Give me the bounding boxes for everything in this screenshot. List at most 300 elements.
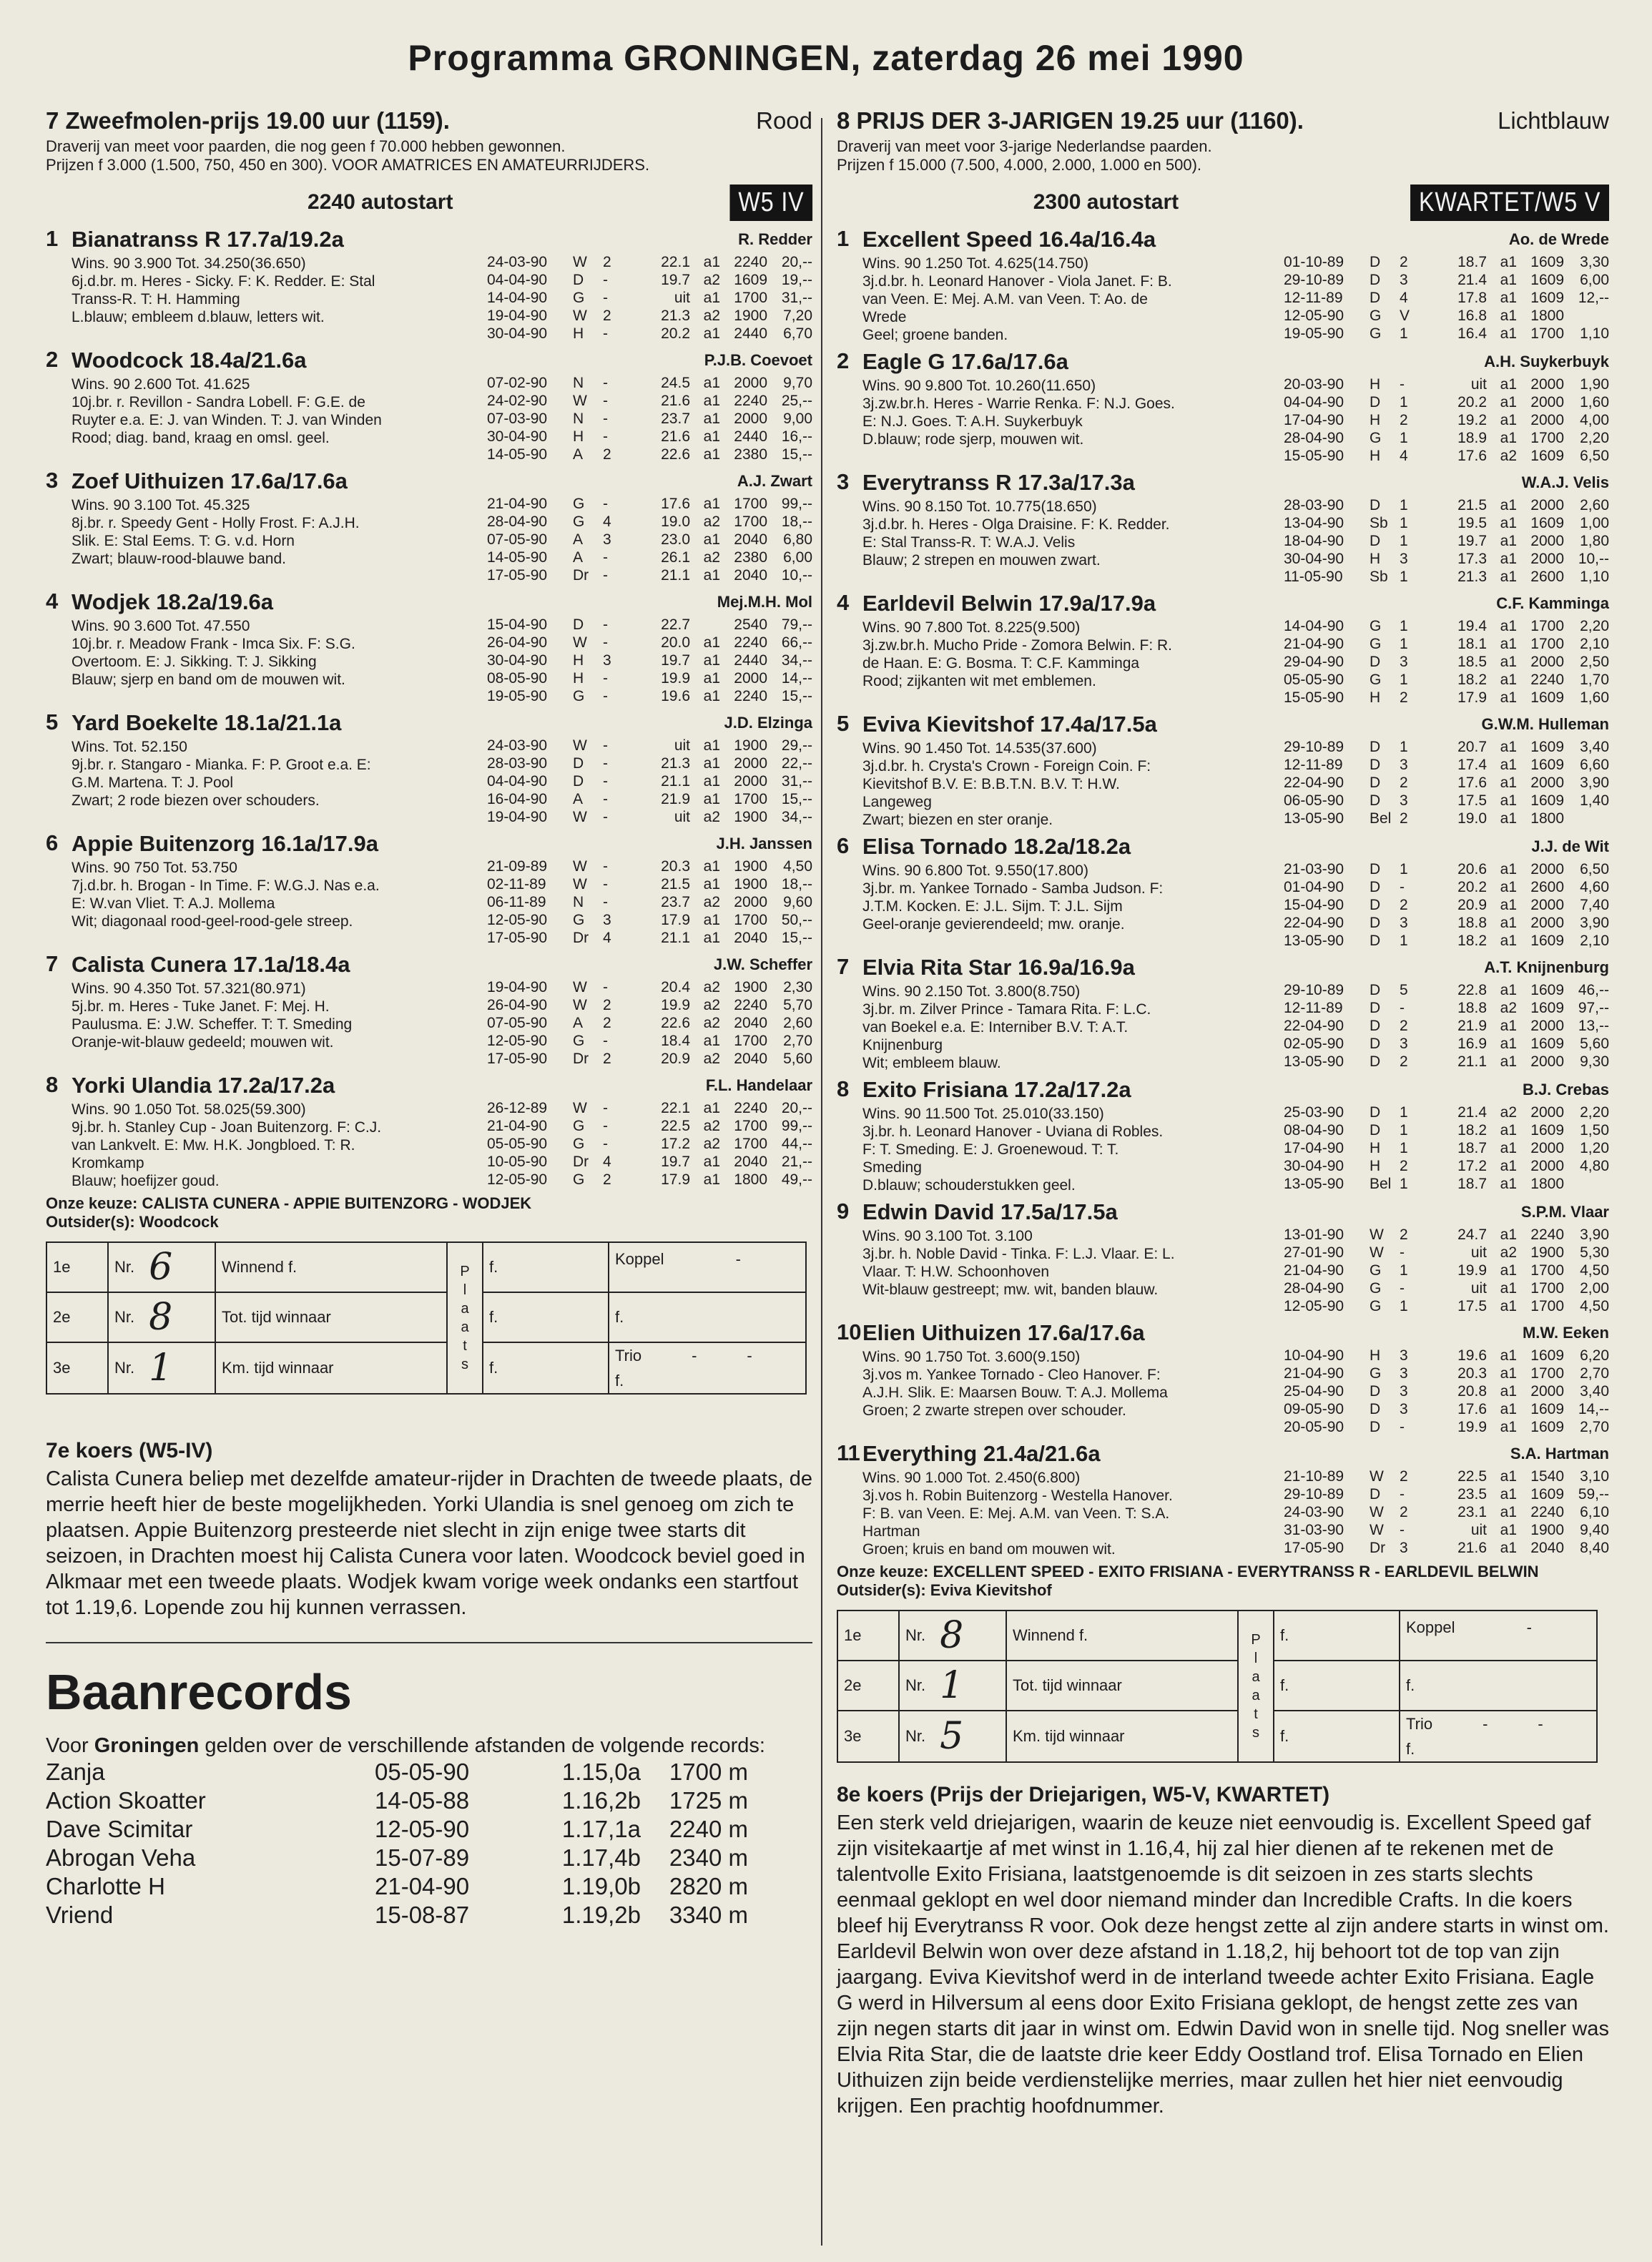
start-place: 2 — [1400, 1053, 1408, 1070]
start-place: 2 — [1400, 810, 1408, 827]
horse-name: Earldevil Belwin 17.9a/17.9a — [862, 591, 1156, 616]
start-row — [487, 1153, 812, 1171]
horse-info — [862, 983, 1284, 1072]
horse-trainer: A.H. Suykerbuyk — [1484, 353, 1609, 370]
horse-details — [862, 1469, 1609, 1558]
info-line: Blauw; sjerp en band om de mouwen wit. — [72, 672, 345, 688]
start-date: 13-05-90 — [1284, 1176, 1344, 1192]
record-time: 1.19,2b — [561, 1902, 641, 1928]
start-row — [1284, 914, 1609, 932]
page-title: Programma GRONINGEN, zaterdag 26 mei 1990 — [408, 38, 1244, 78]
start-track: H — [1370, 412, 1381, 428]
bet-type-badge: KWARTET/W5 V — [1410, 185, 1609, 221]
start-distance: 1900 — [734, 737, 767, 754]
start-place: 3 — [603, 912, 611, 928]
start-track: D — [573, 773, 584, 790]
start-distance: 1700 — [734, 1136, 767, 1152]
start-row — [487, 634, 812, 651]
start-class: a1 — [1500, 272, 1517, 288]
start-track: N — [573, 410, 584, 427]
horse-name: Wodjek 18.2a/19.6a — [72, 589, 274, 614]
start-row — [1284, 1121, 1609, 1139]
horse-body — [862, 226, 1609, 344]
info-line: 3j.br. h. Leonard Hanover - Uviana di Robles. — [862, 1123, 1164, 1140]
start-odds: 1,10 — [1580, 569, 1609, 585]
start-track: D — [1370, 1486, 1381, 1503]
start-row — [1284, 307, 1609, 325]
start-odds: 20,-- — [781, 1100, 812, 1116]
start-row — [487, 307, 812, 325]
info-line: 8j.br. r. Speedy Gent - Holly Frost. F: A.J.H. — [72, 515, 360, 531]
info-line: Wrede — [862, 309, 907, 325]
start-place: - — [603, 290, 608, 306]
start-time: 18.2 — [1457, 1122, 1487, 1139]
horse-body — [72, 226, 812, 343]
horse-number: 5 — [46, 709, 59, 734]
start-place: 1 — [1400, 636, 1408, 652]
start-place: 2 — [1400, 689, 1408, 706]
info-line: Wins. 90 1.750 Tot. 3.600(9.150) — [862, 1349, 1081, 1365]
records-desc-pre: Voor — [46, 1734, 94, 1757]
info-line: E: Stal Transs-R. T: W.A.J. Velis — [862, 534, 1076, 551]
start-track: D — [1370, 915, 1381, 931]
start-date: 10-05-90 — [487, 1154, 548, 1170]
start-odds: 10,-- — [781, 567, 812, 584]
horse-details — [862, 983, 1609, 1072]
start-row — [487, 392, 812, 410]
start-time: 19.0 — [1457, 810, 1487, 827]
horse-info — [862, 1105, 1284, 1194]
race-title: 7 Zweefmolen-prijs 19.00 uur (1159). — [46, 107, 450, 134]
start-class: a1 — [1500, 1347, 1517, 1364]
start-time: 23.5 — [1457, 1486, 1487, 1503]
start-date: 07-02-90 — [487, 375, 548, 391]
horse-details — [862, 1105, 1609, 1194]
start-place: - — [1400, 879, 1405, 895]
start-row — [1284, 756, 1609, 774]
start-distance: 1700 — [734, 791, 767, 807]
plaats-letter: a — [461, 1319, 469, 1335]
start-track: D — [1370, 1053, 1381, 1070]
start-track: G — [1370, 672, 1382, 688]
start-row — [1284, 1017, 1609, 1035]
info-line: Wins. 90 1.250 Tot. 4.625(14.750) — [862, 255, 1088, 272]
start-class: a1 — [1500, 810, 1517, 827]
start-row — [1284, 447, 1609, 465]
start-odds: 1,10 — [1580, 325, 1609, 342]
plaats-letter: t — [463, 1338, 467, 1354]
plaats-letter: a — [1252, 1669, 1260, 1685]
start-time: 18.7 — [1457, 1176, 1487, 1192]
start-class: a2 — [1500, 1244, 1517, 1261]
distance-label: 2240 autostart — [308, 190, 453, 214]
start-place: - — [1400, 376, 1405, 393]
start-class: a1 — [703, 791, 720, 807]
horse-info — [72, 496, 487, 584]
start-distance: 2000 — [1530, 915, 1564, 931]
start-odds: 31,-- — [781, 773, 812, 790]
start-date: 24-03-90 — [487, 737, 548, 754]
recent-starts — [487, 978, 812, 1068]
start-track: W — [573, 308, 587, 324]
start-row — [1284, 635, 1609, 653]
horse-info — [862, 255, 1284, 344]
start-place: 3 — [1400, 1540, 1408, 1556]
start-class: a1 — [1500, 497, 1517, 513]
horse-entry — [837, 711, 1609, 829]
start-row — [487, 687, 812, 705]
start-class: a2 — [703, 894, 720, 910]
start-row — [1284, 1521, 1609, 1539]
horse-entry — [837, 590, 1609, 707]
horse-trainer: J.J. de Wit — [1531, 837, 1609, 855]
info-line: J.T.M. Kocken. E: J.L. Sijm. T: J.L. Sijm — [862, 898, 1123, 915]
info-line: Blauw; hoefijzer goud. — [72, 1173, 220, 1189]
start-odds: 12,-- — [1578, 290, 1609, 306]
start-date: 12-11-89 — [1284, 290, 1343, 306]
info-line: Langeweg — [862, 794, 932, 810]
start-time: 18.2 — [1457, 933, 1487, 949]
start-odds: 4,60 — [1580, 879, 1609, 895]
info-line: 6j.d.br. m. Heres - Sicky. F: K. Redder. E: Stal — [72, 273, 375, 290]
place-amount: f. — [1274, 1611, 1400, 1661]
start-place: 1 — [1400, 533, 1408, 549]
start-track: D — [1370, 654, 1381, 670]
start-place: - — [1400, 1486, 1405, 1503]
start-odds: 6,00 — [783, 549, 812, 566]
horse-body — [72, 951, 812, 1068]
start-odds: 3,10 — [1580, 1468, 1609, 1485]
start-date: 06-05-90 — [1284, 792, 1344, 809]
start-class: a2 — [703, 272, 720, 288]
info-line: Wins. 90 2.600 Tot. 41.625 — [72, 376, 250, 393]
place-amount: f. — [1274, 1661, 1400, 1711]
handwritten-number: 1 — [940, 1664, 964, 1707]
start-row — [487, 1014, 812, 1032]
start-time: 20.3 — [661, 858, 690, 875]
start-odds: 1,40 — [1580, 792, 1609, 809]
start-track: W — [573, 1100, 587, 1116]
record-horse: Abrogan Veha — [46, 1844, 196, 1871]
start-distance: 1609 — [1530, 1036, 1564, 1052]
start-date: 12-05-90 — [1284, 1298, 1344, 1314]
info-line: Oranje-wit-blauw gedeeld; mouwen wit. — [72, 1034, 334, 1051]
start-odds: 2,30 — [783, 979, 812, 995]
nr-label: Nr. — [905, 1676, 926, 1694]
start-time: 21.9 — [1457, 1018, 1487, 1034]
start-class: a1 — [1500, 1383, 1517, 1400]
start-time: 19.5 — [1457, 515, 1487, 531]
start-time: uit — [1470, 1522, 1487, 1538]
start-place: - — [603, 272, 608, 288]
recent-starts — [487, 857, 812, 947]
start-odds: 18,-- — [781, 876, 812, 892]
start-class: a1 — [1500, 1468, 1517, 1485]
start-class: a1 — [1500, 376, 1517, 393]
start-distance: 2000 — [1530, 394, 1564, 410]
start-track: W — [1370, 1504, 1384, 1520]
horse-info — [862, 1469, 1284, 1558]
horse-body — [72, 709, 812, 826]
start-time: 18.8 — [1457, 915, 1487, 931]
start-row — [1284, 1418, 1609, 1436]
start-class: a1 — [703, 773, 720, 790]
start-time: 17.6 — [1457, 775, 1487, 791]
start-date: 04-04-90 — [487, 773, 548, 790]
start-track: G — [573, 1136, 585, 1152]
start-odds: 2,00 — [1580, 1280, 1609, 1297]
start-class: a1 — [1500, 308, 1517, 324]
description-line: Draverij van meet voor 3-jarige Nederlandse paarden. — [837, 137, 1212, 155]
start-track: W — [1370, 1244, 1384, 1261]
info-line: Wins. 90 2.150 Tot. 3.800(8.750) — [862, 983, 1081, 1000]
start-distance: 1609 — [1530, 982, 1564, 998]
start-date: 29-10-89 — [1284, 982, 1344, 998]
start-class: a1 — [1500, 1018, 1517, 1034]
start-row — [487, 271, 812, 289]
info-line: Wins. 90 7.800 Tot. 8.225(9.500) — [862, 619, 1081, 636]
horse-entry — [46, 589, 812, 705]
start-track: D — [1370, 1000, 1381, 1016]
start-row — [487, 808, 812, 826]
start-row — [1284, 1279, 1609, 1297]
start-track: W — [573, 809, 587, 825]
start-class: a1 — [703, 410, 720, 427]
horse-number: 9 — [837, 1199, 850, 1224]
start-place: 1 — [1400, 394, 1408, 410]
start-track: H — [1370, 448, 1381, 464]
start-class: a1 — [703, 446, 720, 463]
record-distance: 2240 m — [669, 1816, 748, 1842]
result-rank: 2e — [838, 1661, 900, 1711]
start-place: - — [603, 755, 608, 772]
start-class: a1 — [703, 428, 720, 445]
result-rank: 1e — [47, 1243, 109, 1293]
start-distance: 2040 — [734, 930, 767, 946]
horse-entry — [46, 951, 812, 1068]
start-date: 02-11-89 — [487, 876, 546, 892]
start-odds: 4,50 — [783, 858, 812, 875]
start-date: 14-04-90 — [1284, 618, 1344, 634]
start-time: 18.7 — [1457, 254, 1487, 270]
start-row — [1284, 1053, 1609, 1071]
start-class — [690, 616, 720, 634]
info-line: Wins. 90 750 Tot. 53.750 — [72, 860, 237, 876]
start-track: N — [573, 894, 584, 910]
start-date: 17-05-90 — [487, 567, 548, 584]
start-row — [1284, 999, 1609, 1017]
start-distance: 1700 — [734, 513, 767, 530]
recent-starts — [1284, 860, 1609, 950]
start-row — [487, 651, 812, 669]
start-distance: 1900 — [1530, 1522, 1564, 1538]
start-distance: 2040 — [734, 567, 767, 584]
start-class: a2 — [703, 1051, 720, 1067]
start-row — [487, 772, 812, 790]
start-place: 3 — [1400, 272, 1408, 288]
horse-entry — [837, 348, 1609, 465]
koppel-label: Koppel — [1406, 1618, 1455, 1636]
race-title: 8 PRIJS DER 3-JARIGEN 19.25 uur (1160). — [837, 107, 1304, 134]
start-class: a2 — [703, 1015, 720, 1031]
info-line: 5j.br. m. Heres - Tuke Janet. F: Mej. H. — [72, 998, 330, 1015]
start-time: 17.4 — [1457, 757, 1487, 773]
horse-body — [862, 833, 1609, 950]
info-line: 3j.zw.br.h. Heres - Warrie Renka. F: N.J. Goes. — [862, 395, 1175, 412]
start-time: 20.6 — [1457, 861, 1487, 877]
start-date: 26-04-90 — [487, 634, 548, 651]
horse-body — [862, 1440, 1609, 1558]
start-date: 28-04-90 — [1284, 430, 1344, 446]
start-distance: 1700 — [734, 912, 767, 928]
choice-line: Onze keuze: CALISTA CUNERA - APPIE BUITENZORG - WODJEK — [46, 1194, 532, 1212]
start-distance: 2380 — [734, 549, 767, 566]
result-rank: 3e — [838, 1711, 900, 1761]
horse-entry — [46, 830, 812, 947]
start-place: 1 — [1400, 497, 1408, 513]
start-class: a1 — [1500, 1053, 1517, 1070]
koppel-label: Koppel — [615, 1250, 664, 1268]
start-distance: 1609 — [1530, 1347, 1564, 1364]
horse-number: 7 — [46, 951, 59, 976]
horse-entry — [46, 347, 812, 463]
info-line: Transs-R. T: H. Hamming — [72, 291, 240, 308]
horse-info — [862, 739, 1284, 829]
start-row — [487, 929, 812, 947]
start-row — [1284, 671, 1609, 689]
start-distance: 2000 — [734, 755, 767, 772]
result-number-cell — [109, 1243, 216, 1293]
start-class: a1 — [1500, 1158, 1517, 1174]
start-time: 20.9 — [661, 1051, 690, 1067]
start-class: a1 — [703, 912, 720, 928]
horse-trainer: Mej.M.H. Mol — [717, 593, 812, 611]
start-distance: 1800 — [734, 1171, 767, 1188]
start-odds: 34,-- — [781, 652, 812, 669]
horse-info — [862, 1348, 1284, 1436]
start-class: a1 — [1500, 1504, 1517, 1520]
start-class: a1 — [703, 670, 720, 687]
start-place: 2 — [1400, 1018, 1408, 1034]
start-place: 3 — [1400, 915, 1408, 931]
info-line: Rood; diag. band, kraag en omsl. geel. — [72, 430, 330, 446]
record-row — [46, 1901, 812, 1929]
start-row — [1284, 738, 1609, 756]
start-row — [487, 1117, 812, 1135]
start-place: - — [603, 634, 608, 651]
recent-starts — [1284, 1467, 1609, 1558]
start-distance: 2000 — [1530, 1104, 1564, 1121]
start-class: a2 — [703, 513, 720, 530]
start-track: D — [1370, 1104, 1381, 1121]
start-class: a1 — [1500, 792, 1517, 809]
horse-number: 6 — [46, 830, 59, 855]
start-distance: 1609 — [1530, 792, 1564, 809]
start-row — [1284, 878, 1609, 896]
start-distance: 2540 — [734, 616, 767, 633]
start-odds: 3,40 — [1580, 1383, 1609, 1400]
start-time: 17.5 — [1457, 792, 1487, 809]
koppel-cell — [609, 1243, 805, 1293]
start-date: 19-05-90 — [1284, 325, 1344, 342]
start-time: 18.2 — [1457, 672, 1487, 688]
start-odds: 2,10 — [1580, 636, 1609, 652]
start-place: 2 — [1400, 412, 1408, 428]
start-time: 19.6 — [1457, 1347, 1487, 1364]
record-date: 15-07-89 — [375, 1844, 470, 1871]
start-date: 21-04-90 — [1284, 636, 1344, 652]
record-horse: Zanja — [46, 1759, 105, 1785]
start-time: 21.6 — [661, 393, 690, 409]
start-track: G — [1370, 618, 1382, 634]
start-class: a1 — [1500, 430, 1517, 446]
start-odds: 19,-- — [781, 272, 812, 288]
horse-info — [72, 980, 487, 1068]
start-time: 19.7 — [661, 652, 690, 669]
start-track: W — [1370, 1226, 1384, 1243]
start-place: - — [1400, 1244, 1405, 1261]
start-row — [1284, 810, 1609, 827]
start-distance: 2440 — [734, 428, 767, 445]
start-time: 16.8 — [1457, 308, 1487, 324]
info-line: 3j.br. h. Noble David - Tinka. F: L.J. Vlaar. E: L. — [862, 1246, 1175, 1262]
info-line: Wins. 90 3.100 Tot. 3.100 — [862, 1228, 1033, 1244]
start-place: 4 — [1400, 448, 1408, 464]
plaats-letter: a — [1252, 1688, 1260, 1703]
start-track: W — [573, 634, 587, 651]
horse-details — [72, 980, 812, 1068]
recent-starts — [1284, 617, 1609, 707]
start-class: a1 — [1500, 618, 1517, 634]
start-track: Sb — [1370, 515, 1388, 531]
start-place: - — [603, 773, 608, 790]
choice-line: Onze keuze: EXCELLENT SPEED - EXITO FRISIANA - EVERYTRANSS R - EARLDEVIL BELWIN — [837, 1563, 1539, 1580]
start-track: A — [573, 531, 584, 548]
info-line: 3j.vos h. Robin Buitenzorg - Westella Hanover. — [862, 1487, 1173, 1504]
trio-amount: f. — [615, 1371, 624, 1390]
info-line: Knijnenburg — [862, 1037, 943, 1053]
review-text: Calista Cunera beliep met dezelfde amateur-rijder in Drachten de tweede plaats, de merrie heeft hier de beste mogelijkheden. Yorki Ulandia is snel genoeg om zich te plaatsen. Appie Buitenzorg presteerde niet slecht in zijn enige twee starts dit seizoen, in Drachten moest hij Calista Cunera voor laten. Woodcock beviel goed in Alkmaar met een tweede plaats. Wodjek kwam vorige week ondanks een startfout tot 1.19,6. Lopende zou hij kunnen verrassen. — [46, 1467, 812, 1619]
record-distance: 2340 m — [669, 1844, 748, 1871]
start-distance: 2240 — [1530, 1226, 1564, 1243]
start-track: G — [573, 290, 585, 306]
start-track: G — [573, 1033, 585, 1049]
record-row — [46, 1844, 812, 1872]
trio-label: Trio — [615, 1346, 642, 1364]
start-place: - — [1400, 1000, 1405, 1016]
horse-number: 11 — [837, 1440, 860, 1465]
start-time: 26.1 — [661, 549, 690, 566]
start-distance: 1700 — [1530, 1262, 1564, 1279]
start-place: 2 — [1400, 1158, 1408, 1174]
start-time: 23.0 — [661, 531, 690, 548]
start-track: H — [1370, 376, 1381, 393]
start-distance: 2000 — [1530, 1053, 1564, 1070]
horse-name: Calista Cunera 17.1a/18.4a — [72, 952, 350, 977]
start-row — [487, 446, 812, 463]
start-track: Bel — [1370, 1176, 1392, 1192]
start-odds: 6,20 — [1580, 1347, 1609, 1364]
start-odds: 4,50 — [1580, 1298, 1609, 1314]
start-odds: 7,20 — [783, 308, 812, 324]
start-track: G — [1370, 1280, 1382, 1297]
horse-trainer: F.L. Handelaar — [705, 1076, 812, 1094]
info-line: Wins. 90 6.800 Tot. 9.550(17.800) — [862, 862, 1088, 879]
start-time: uit — [674, 737, 690, 754]
start-distance: 2240 — [734, 1100, 767, 1116]
start-distance: 2000 — [1530, 1140, 1564, 1156]
trio-dash: - — [1538, 1714, 1543, 1733]
